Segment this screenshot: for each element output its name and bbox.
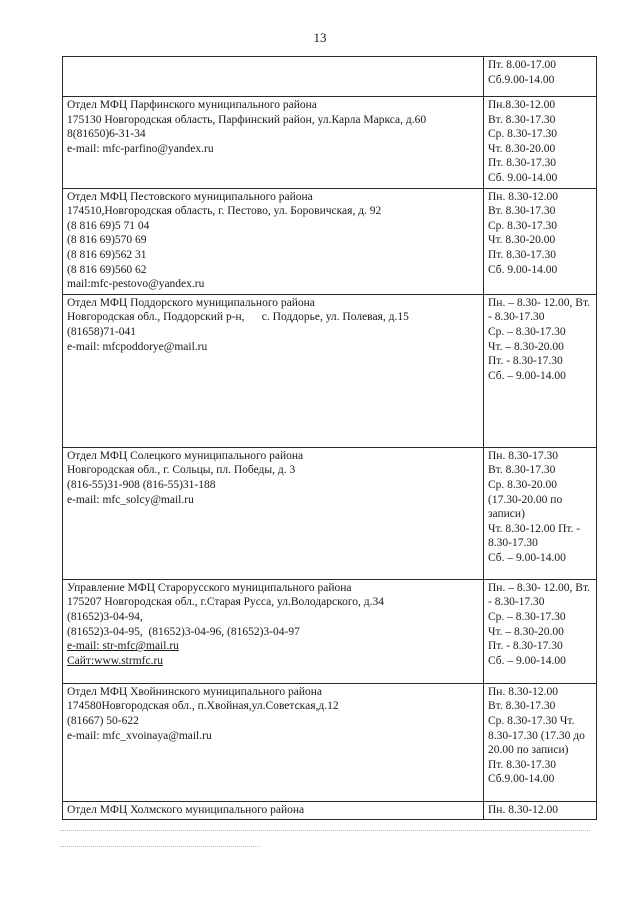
hours-line: Ср. 8.30-20.00 (488, 478, 557, 491)
hours-line: Пт. - 8.30-17.30 (488, 640, 563, 653)
hours-line: Сб. 9.00-14.00 (488, 171, 558, 184)
office-phone: (81667) 50-622 (67, 714, 139, 727)
hours-line: Пт. 8.30-17.30 (488, 248, 557, 261)
office-hours-cell (484, 683, 597, 801)
office-address: 175207 Новгородская обл., г.Старая Русса, ул.Володарского, д.34 (67, 596, 384, 609)
hours-line: Чт. – 8.30-20.00 (488, 340, 564, 353)
office-phone: (8 816 69)562 31 (67, 248, 147, 261)
office-hours-cell (484, 579, 597, 683)
office-name: Отдел МФЦ Холмского муниципального района (67, 803, 305, 816)
office-email[interactable]: e-mail: str-mfc@mail.ru (67, 640, 179, 653)
office-info-cell (63, 447, 484, 579)
office-phone: (81652)3-04-95, (81652)3-04-96, (81652)3-04-97 (67, 625, 300, 638)
hours-line: Сб. – 9.00-14.00 (488, 654, 566, 667)
office-email[interactable]: e-mail: mfcpoddorye@mail.ru (67, 340, 208, 353)
office-email[interactable]: mail:mfc-pestovo@yandex.ru (67, 278, 205, 291)
hours-line: Ср. – 8.30-17.30 (488, 325, 566, 338)
hours-line: Чт. 8.30-12.00 Пт. - 8.30-17.30 (488, 522, 581, 550)
table-row (63, 447, 597, 579)
office-hours-cell (484, 97, 597, 189)
office-name: Управление МФЦ Старорусского муниципального района (67, 581, 352, 594)
table-row (63, 294, 597, 447)
hours-line: Пт. - 8.30-17.30 (488, 355, 563, 368)
office-info-cell (63, 579, 484, 683)
office-phone: 8(81650)6-31-34 (67, 128, 146, 141)
scan-artifact-line (60, 830, 590, 832)
hours-line: Ср. 8.30-17.30 (488, 219, 557, 232)
hours-line: Пн. 8.30-12.00 (488, 190, 559, 203)
table-row (63, 97, 597, 189)
hours-line: Сб. – 9.00-14.00 (488, 369, 566, 382)
office-address: 174580Новгородская обл., п.Хвойная,ул.Советская,д.12 (67, 700, 339, 713)
office-info-cell (63, 801, 484, 820)
office-address: Новгородская обл., Поддорский р-н, с. Поддорье, ул. Полевая, д.15 (67, 311, 409, 324)
hours-line: Ср. 8.30-17.30 (488, 128, 557, 141)
hours-line: Ср. 8.30-17.30 Чт. 8.30-17.30 (17.30 до 20.00 по записи) (488, 714, 585, 757)
office-name: Отдел МФЦ Пестовского муниципального района (67, 190, 313, 203)
office-phone: (816-55)31-908 (816-55)31-188 (67, 478, 216, 491)
office-hours-cell (484, 57, 597, 97)
hours-line: Сб.9.00-14.00 (488, 73, 555, 86)
hours-line: Пн.8.30-12.00 (488, 99, 556, 111)
office-info-cell (63, 188, 484, 294)
hours-line: Сб. 9.00-14.00 (488, 263, 558, 276)
office-phone: (81652)3-04-94, (67, 610, 143, 623)
hours-line: Вт. 8.30-17.30 (488, 464, 556, 477)
hours-line: Чт. 8.30-20.00 (488, 234, 556, 247)
hours-line: Пт. 8.30-17.30 (488, 157, 557, 170)
hours-line: Сб. – 9.00-14.00 (488, 551, 566, 564)
hours-line: Вт. 8.30-17.30 (488, 700, 556, 713)
table-row (63, 57, 597, 97)
page-number: 13 (313, 30, 327, 45)
table-row (63, 579, 597, 683)
hours-line: Чт. – 8.30-20.00 (488, 625, 564, 638)
office-name: Отдел МФЦ Парфинского муниципального района (67, 99, 317, 111)
office-address: Новгородская обл., г. Сольцы, пл. Победы, д. 3 (67, 464, 296, 477)
scan-artifact-line (60, 846, 260, 848)
office-phone: (81658)71-041 (67, 325, 136, 338)
hours-line: Вт. 8.30-17.30 (488, 205, 556, 218)
hours-line: Пн. 8.30-12.00 (488, 685, 559, 698)
table-row (63, 683, 597, 801)
hours-line: Пн. – 8.30- 12.00, Вт. - 8.30-17.30 (488, 581, 590, 609)
office-email[interactable]: e-mail: mfc-parfino@yandex.ru (67, 142, 214, 155)
office-hours-cell (484, 801, 597, 820)
hours-line: Сб.9.00-14.00 (488, 773, 555, 786)
office-phone: (8 816 69)570 69 (67, 234, 147, 247)
office-name: Отдел МФЦ Поддорского муниципального района (67, 296, 315, 309)
office-hours-cell (484, 188, 597, 294)
hours-line: Пн. 8.30-17.30 (488, 449, 559, 462)
office-phone: (8 816 69)560 62 (67, 263, 147, 276)
office-info-cell (63, 683, 484, 801)
hours-line: Ср. – 8.30-17.30 (488, 610, 566, 623)
hours-line: Пт. 8.30-17.30 (488, 758, 557, 771)
hours-line: Вт. 8.30-17.30 (488, 113, 556, 126)
hours-line: Пн. – 8.30- 12.00, Вт. - 8.30-17.30 (488, 296, 590, 324)
office-name: Отдел МФЦ Хвойнинского муниципального района (67, 685, 322, 698)
hours-line: Пт. 8.00-17.00 (488, 59, 557, 71)
hours-line: Пн. 8.30-12.00 (488, 803, 559, 816)
table-row (63, 801, 597, 820)
office-email[interactable]: e-mail: mfc_xvoinaya@mail.ru (67, 729, 212, 742)
hours-line: Чт. 8.30-20.00 (488, 142, 556, 155)
office-info-cell (63, 294, 484, 447)
office-info-cell (63, 57, 484, 97)
office-phone: (8 816 69)5 71 04 (67, 219, 150, 232)
hours-line: (17.30-20.00 по записи) (488, 493, 563, 521)
office-hours-cell (484, 447, 597, 579)
office-address: 174510,Новгородская область, г. Пестово, ул. Боровичская, д. 92 (67, 205, 382, 218)
office-email[interactable]: e-mail: mfc_solcy@mail.ru (67, 493, 194, 506)
table-row (63, 188, 597, 294)
mfc-offices-table (62, 56, 597, 820)
office-name: Отдел МФЦ Солецкого муниципального района (67, 449, 304, 462)
office-hours-cell (484, 294, 597, 447)
office-address: 175130 Новгородская область, Парфинский район, ул.Карла Маркса, д.60 (67, 113, 427, 126)
office-website-link[interactable]: Сайт:www.strmfc.ru (67, 654, 164, 667)
office-info-cell (63, 97, 484, 189)
